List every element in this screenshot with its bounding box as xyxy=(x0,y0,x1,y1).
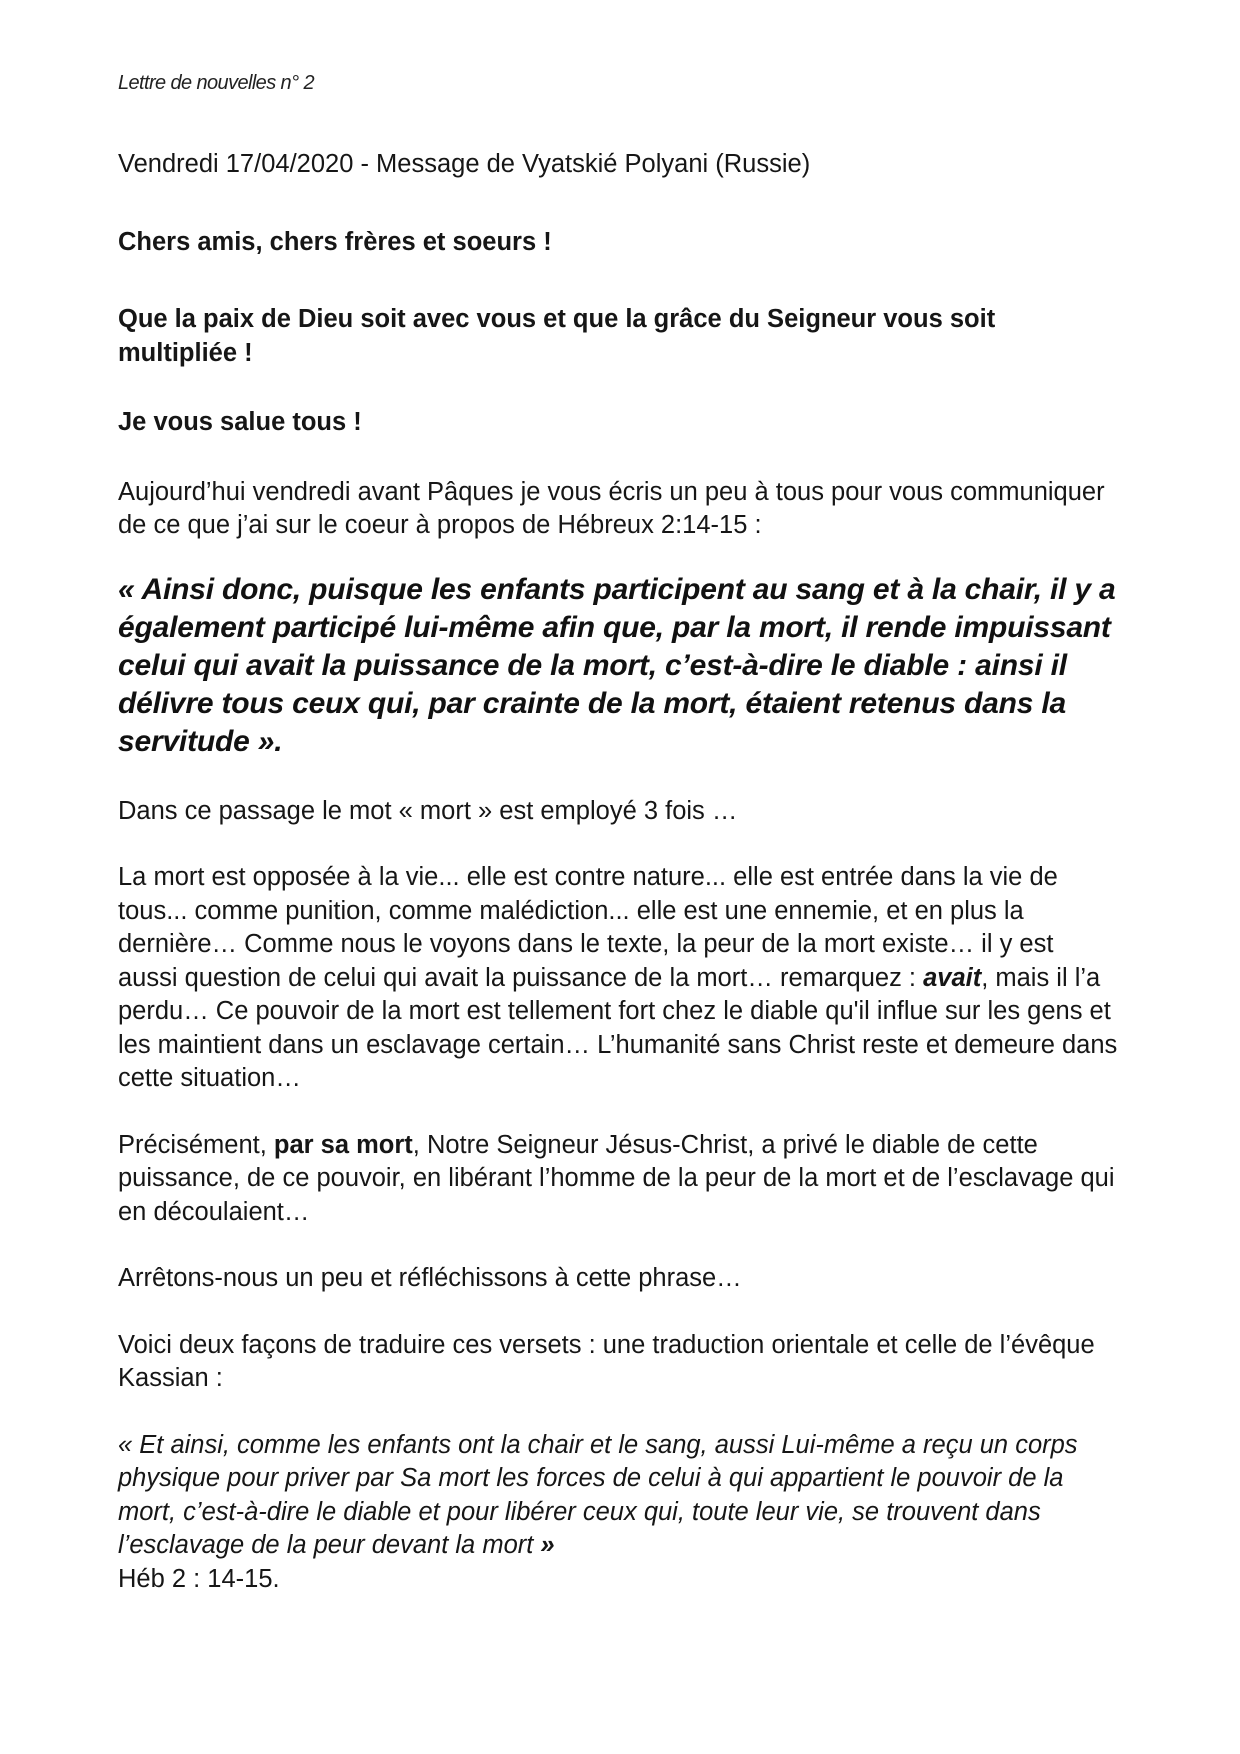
verse-reference: Héb 2 : 14-15. xyxy=(118,1564,280,1593)
date-title-line: Vendredi 17/04/2020 - Message de Vyatskié Polyani (Russie) xyxy=(118,150,811,178)
precisely-text-2: , Notre Seigneur Jésus-Christ, a privé le diable de cette puissance, de ce pouvoir, en libérant l’homme de la peur de la mort et de l’esclavage qui en découlaient… xyxy=(118,1130,1115,1226)
salutation: Je vous salue tous ! xyxy=(118,408,362,436)
reflection-text-2: , mais il l’a perdu… Ce pouvoir de la mort est tellement fort chez le diable qu'il influe sur les gens et les maintient dans un esclavage certain… L’humanité sans Christ reste et demeure dans cette situation… xyxy=(118,963,1118,1092)
pause-paragraph: Arrêtons-nous un peu et réfléchissons à cette phrase… xyxy=(118,1264,742,1292)
translations-intro: Voici deux façons de traduire ces versets : une traduction orientale et celle de l’évêque Kassian : xyxy=(118,1330,1095,1392)
blessing: Que la paix de Dieu soit avec vous et que la grâce du Seigneur vous soit multipliée ! xyxy=(118,305,996,367)
greeting: Chers amis, chers frères et soeurs ! xyxy=(118,227,552,256)
verse-translation xyxy=(118,1429,1118,1597)
reflection-text-1: La mort est opposée à la vie... elle est contre nature... elle est entrée dans la vie de tous... comme punition, comme malédiction... elle est une ennemie, et en plus la dernière… Comme nous le voyons dans le texte, la peur de la mort existe… il y est aussi question de celui qui avait la puissance de la mort… remarquez : xyxy=(118,863,1058,992)
precisely-paragraph xyxy=(118,1129,1118,1230)
reflection-paragraph xyxy=(118,861,1118,1096)
verse-translation-text: « Et ainsi, comme les enfants ont la chair et le sang, aussi Lui-même a reçu un corps physique pour priver par Sa mort les forces de celui à qui appartient le pouvoir de la mort, c’est-à-dire le diable et pour libérer ceux qui, toute leur vie, se trouvent dans l’esclavage de la peur devant la mort xyxy=(118,1430,1078,1559)
newsletter-header: Lettre de nouvelles n° 2 xyxy=(118,72,314,94)
word-count-note: Dans ce passage le mot « mort » est employé 3 fois … xyxy=(118,796,738,825)
intro-paragraph: Aujourd’hui vendredi avant Pâques je vous écris un peu à tous pour vous communiquer de ce que j’ai sur le coeur à propos de Hébreux 2:14-15 : xyxy=(118,477,1105,539)
verse-close-mark: » xyxy=(540,1531,555,1559)
reflection-emphasis: avait xyxy=(923,963,982,992)
precisely-emphasis: par sa mort xyxy=(273,1130,413,1159)
bible-verse-quote: « Ainsi donc, puisque les enfants participent au sang et à la chair, il y a également participé lui-même afin que, par la mort, il rende impuissant celui qui avait la puissance de la mort, c’est-à-dire le diable : ainsi il délivre tous ceux qui, par crainte de la mort, étaient retenus dans la servitude ». xyxy=(118,572,1116,758)
precisely-text-1: Précisément, xyxy=(118,1130,274,1159)
letter-body xyxy=(118,148,1118,1596)
